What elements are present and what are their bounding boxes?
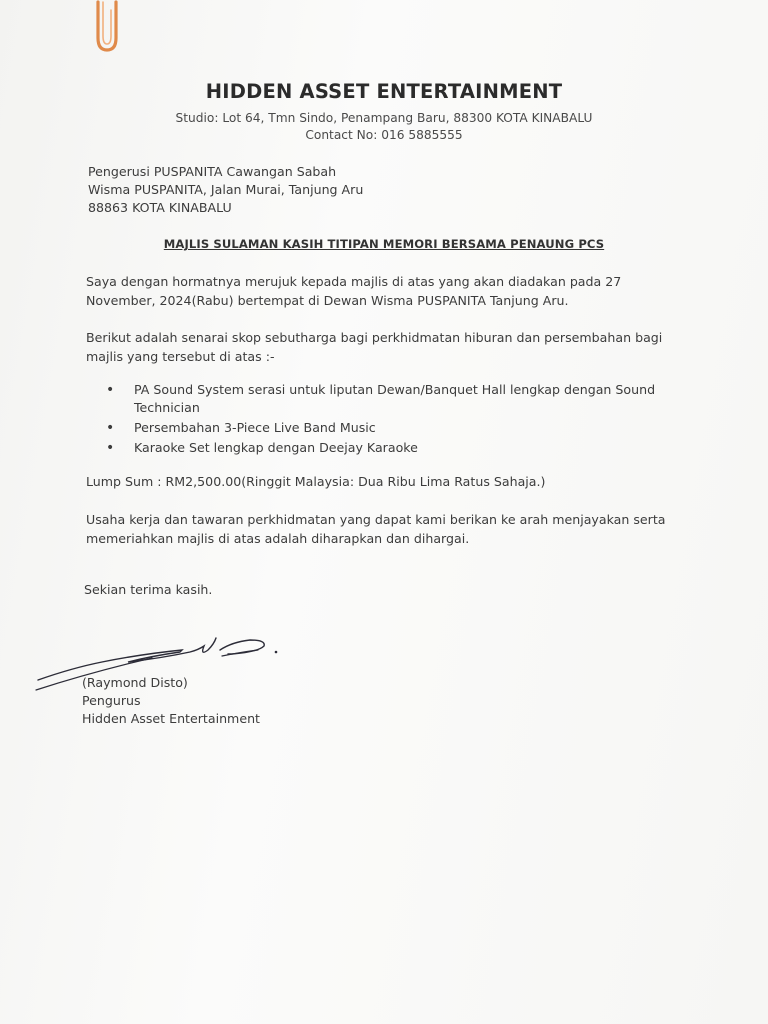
recipient-line: Pengerusi PUSPANITA Cawangan Sabah (88, 164, 337, 179)
signer-company: Hidden Asset Entertainment (82, 711, 260, 726)
lump-sum: Lump Sum : RM2,500.00(Ringgit Malaysia: Dua Ribu Lima Ratus Sahaja.) (86, 474, 546, 489)
contact-number: Contact No: 016 5885555 (305, 128, 463, 142)
company-name: HIDDEN ASSET ENTERTAINMENT (205, 80, 563, 103)
body-paragraph: Saya dengan hormatnya merujuk kepada majlis di atas yang akan diadakan pada 27 November, 2024(Rabu) bertempat di Dewan Wisma PUSPANITA Tanjung Aru. (86, 274, 622, 308)
closing-remark: Sekian terima kasih. (84, 582, 213, 597)
recipient-line: 88863 KOTA KINABALU (88, 200, 232, 215)
recipient-address (88, 163, 363, 217)
subject-heading: MAJLIS SULAMAN KASIH TITIPAN MEMORI BERSAMA PENAUNG PCS (163, 237, 605, 251)
recipient-line: Wisma PUSPANITA, Jalan Murai, Tanjung Aru (88, 182, 364, 197)
list-item: • Karaoke Set lengkap dengan Deejay Karaoke (106, 439, 686, 457)
list-item: • Persembahan 3-Piece Live Band Music (106, 419, 686, 437)
studio-address: Studio: Lot 64, Tmn Sindo, Penampang Baru, 88300 KOTA KINABALU (175, 111, 593, 125)
signer-block (82, 674, 260, 728)
signer-name: (Raymond Disto) (82, 675, 188, 690)
list-item: • PA Sound System serasi untuk liputan Dewan/Banquet Hall lengkap dengan Sound Technician (106, 381, 686, 417)
service-list (106, 381, 686, 459)
body-paragraph: Usaha kerja dan tawaran perkhidmatan yang dapat kami berikan ke arah menjayakan serta memeriahkan majlis di atas adalah diharapkan dan dihargai. (86, 512, 666, 546)
signer-title: Pengurus (82, 693, 141, 708)
letterhead (0, 80, 768, 142)
body-paragraph: Berikut adalah senarai skop sebutharga bagi perkhidmatan hiburan dan persembahan bagi majlis yang tersebut di atas :- (86, 330, 663, 364)
paper-clip-icon (92, 0, 122, 56)
